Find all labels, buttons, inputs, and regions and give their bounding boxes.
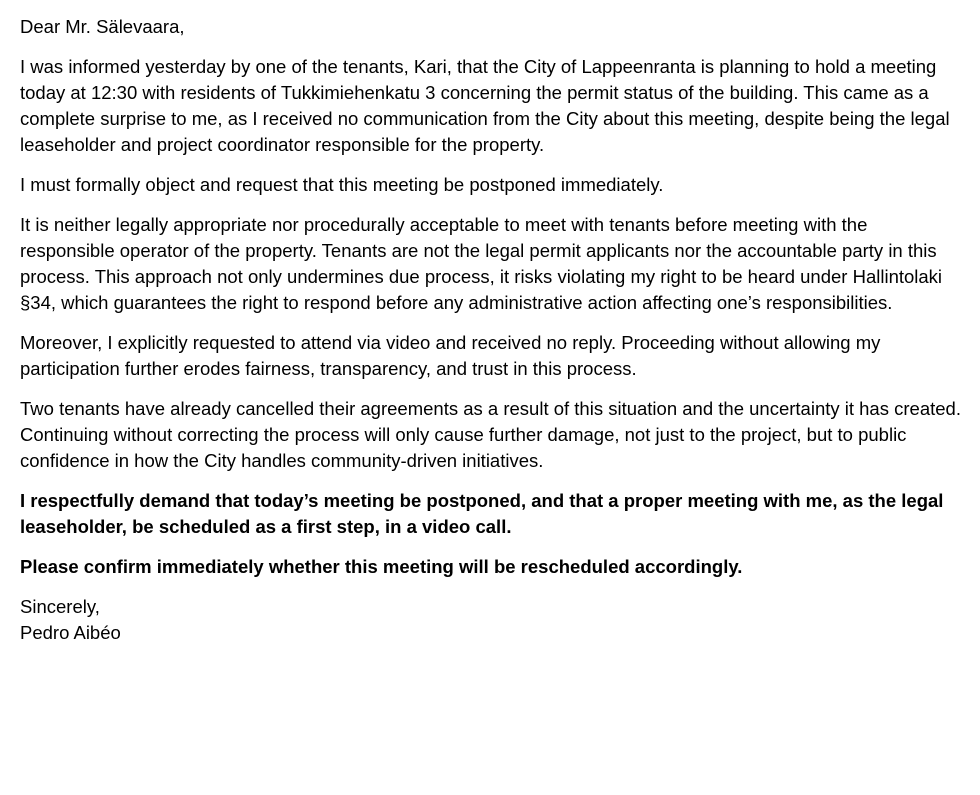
paragraph-tenant-cancellations: Two tenants have already cancelled their agreements as a result of this situation and the uncertainty it has created. Continuing without correcting the process will only cause further damage, not just to the project, but to public confidence in how the City handles community-driven initiatives.: [20, 398, 961, 471]
letter-body: [20, 14, 965, 646]
paragraph-confirm-request: Please confirm immediately whether this meeting will be rescheduled accordingly.: [20, 556, 743, 577]
paragraph-meeting-notice: I was informed yesterday by one of the tenants, Kari, that the City of Lappeenranta is planning to hold a meeting today at 12:30 with residents of Tukkimiehenkatu 3 concerning the permit status of the building. This came as a complete surprise to me, as I received no communication from the City about this meeting, despite being the legal leaseholder and project coordinator responsible for the property.: [20, 56, 950, 155]
salutation: Dear Mr. Sälevaara,: [20, 16, 185, 37]
signoff: [20, 594, 965, 646]
paragraph-demand: I respectfully demand that today’s meeting be postponed, and that a proper meeting with me, as the legal leaseholder, be scheduled as a first step, in a video call.: [20, 490, 944, 537]
paragraph-legal-basis: It is neither legally appropriate nor procedurally acceptable to meet with tenants before meeting with the responsible operator of the property. Tenants are not the legal permit applicants nor the accountable party in this process. This approach not only undermines due process, it risks violating my right to be heard under Hallintolaki §34, which guarantees the right to respond before any administrative action affecting one’s responsibilities.: [20, 214, 943, 313]
paragraph-objection: I must formally object and request that this meeting be postponed immediately.: [20, 174, 664, 195]
closing: Sincerely,: [20, 596, 100, 617]
paragraph-video-request: Moreover, I explicitly requested to attend via video and received no reply. Proceeding without allowing my participation further erodes fairness, transparency, and trust in this process.: [20, 332, 881, 379]
signature-name: Pedro Aibéo: [20, 622, 121, 643]
